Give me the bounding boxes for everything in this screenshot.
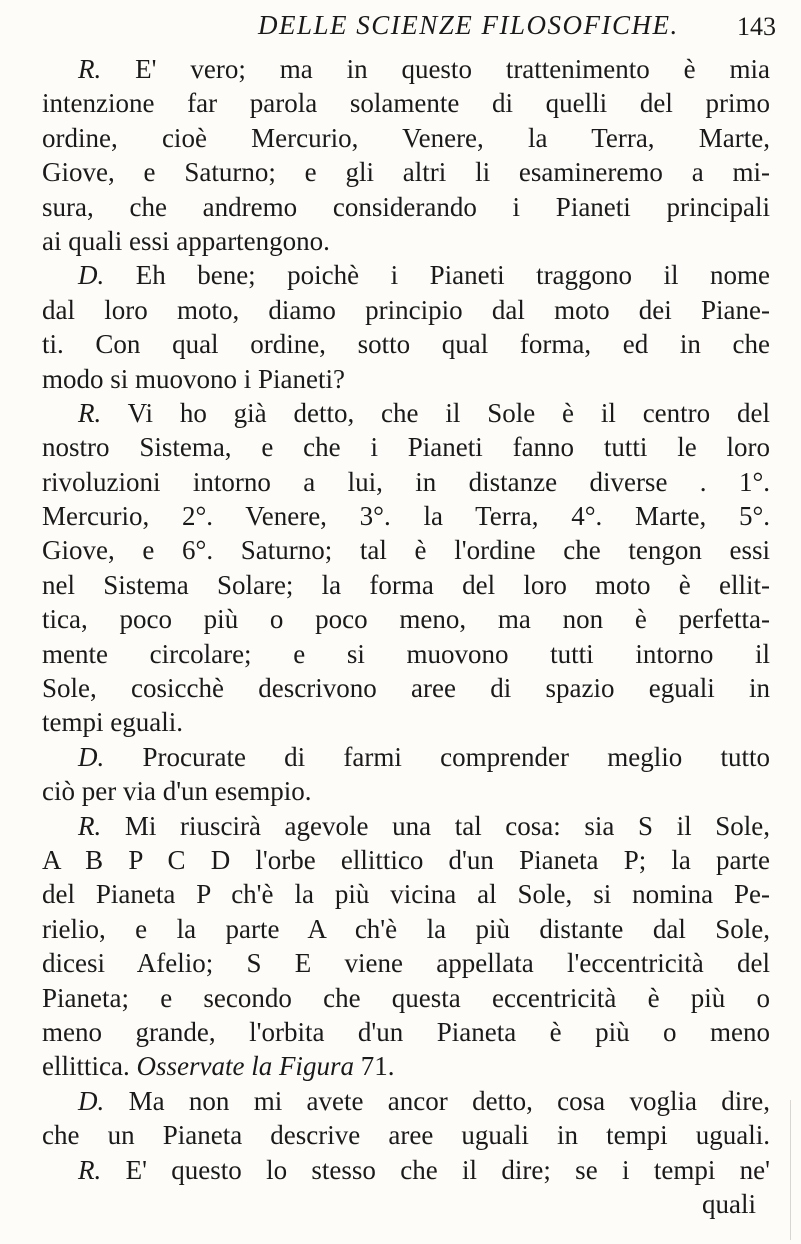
text-line [42,86,770,120]
text-line [42,465,770,499]
catchword [42,1187,770,1221]
text-line [42,568,770,602]
page-header [0,6,801,46]
text-line [42,1118,770,1152]
text-line [42,912,770,946]
line-text: ellittica. [42,1051,137,1082]
line-text: E' vero; ma in questo trattenimento è mia [101,54,770,84]
line-text-tail: 71. [353,1051,395,1082]
page-edge-rule [790,1100,791,1240]
line-text: A B P C D l'orbe ellittico d'un Pianeta P; la parte [42,844,770,875]
text-line [42,430,770,464]
speaker-label: D. [78,741,105,772]
text-line [42,981,770,1015]
text-line [42,1015,770,1049]
line-text: nel Sistema Solare; la forma del loro moto è ellit- [42,569,770,600]
line-text: Mi riuscirà agevole una tal cosa: sia S il Sole, [101,810,770,841]
line-text: tempi eguali. [42,707,183,738]
text-line [42,258,770,292]
line-text: ti. Con qual ordine, sotto qual forma, ed in che [42,329,770,360]
text-line [42,52,770,86]
line-text: tica, poco più o poco meno, ma non è perfetta- [42,604,770,635]
line-text: Vi ho già detto, che il Sole è il centro del [101,397,770,428]
speaker-label: R. [78,54,102,84]
text-line [42,705,770,739]
text-line [42,1153,770,1187]
text-line [42,293,770,327]
line-text: rielio, e la parte A ch'è la più distante dal Sole, [42,913,770,944]
line-text: Sole, cosicchè descrivono aree di spazio eguali in [42,673,770,704]
text-line [42,740,770,774]
line-text: meno grande, l'orbita d'un Pianeta è più o meno [42,1016,770,1047]
text-line [42,637,770,671]
line-text: dal loro moto, diamo principio dal moto dei Piane- [42,294,770,325]
line-text: intenzione far parola solamente di quelli del primo [42,88,770,119]
text-line [42,843,770,877]
text-line [42,602,770,636]
text-line [42,671,770,705]
text-line [42,327,770,361]
line-text: Pianeta; e secondo che questa eccentricità è più o [42,982,770,1013]
text-line [42,946,770,980]
line-text: ordine, cioè Mercurio, Venere, la Terra, Marte, [42,122,770,153]
text-line [42,155,770,189]
line-text: nostro Sistema, e che i Pianeti fanno tutti le loro [42,432,770,463]
page-number: 143 [737,12,776,41]
line-text: ciò per via d'un esempio. [42,776,312,807]
speaker-label: R. [78,1154,102,1185]
line-text: dicesi Afelio; S E viene appellata l'eccentricità del [42,948,770,979]
speaker-label: R. [78,397,102,428]
text-line [42,533,770,567]
text-line [42,121,770,155]
line-text: che un Pianeta descrive aree uguali in tempi uguali. [42,1120,770,1151]
line-text: Giove, e Saturno; e gli altri li esamineremo a mi- [42,157,770,188]
line-text: Giove, e 6°. Saturno; tal è l'ordine che tengon essi [42,535,770,566]
dialogue-text [42,52,770,1221]
text-line [42,190,770,224]
figure-reference: Osservate la Figura [136,1051,354,1082]
text-line [42,877,770,911]
text-line [42,774,770,808]
text-line [42,1084,770,1118]
speaker-label: D. [78,260,105,291]
speaker-label: D. [78,1085,105,1116]
line-text: del Pianeta P ch'è la più vicina al Sole, si nomina Pe- [42,879,770,910]
text-line [42,809,770,843]
line-text: Eh bene; poichè i Pianeti traggono il nome [104,260,770,291]
line-text: sura, che andremo considerando i Pianeti principali [42,191,770,222]
text-line [42,224,770,258]
line-text: mente circolare; e si muovono tutti intorno il [42,638,770,669]
text-line [42,499,770,533]
line-text: quali [702,1188,756,1219]
text-line [42,362,770,396]
text-line [42,396,770,430]
line-text: ai quali essi appartengono. [42,225,330,256]
line-text: Ma non mi avete ancor detto, cosa voglia dire, [104,1085,770,1116]
line-text: modo si muovono i Pianeti? [42,363,345,394]
line-text: Mercurio, 2°. Venere, 3°. la Terra, 4°. Marte, 5°. [42,501,770,532]
text-line [42,1049,770,1083]
line-text: E' questo lo stesso che il dire; se i tempi ne' [101,1154,770,1185]
line-text: rivoluzioni intorno a lui, in distanze diverse . 1°. [42,466,770,497]
speaker-label: R. [78,810,102,841]
running-head: DELLE SCIENZE FILOSOFICHE. [258,10,679,40]
line-text: Procurate di farmi comprender meglio tutto [104,741,770,772]
